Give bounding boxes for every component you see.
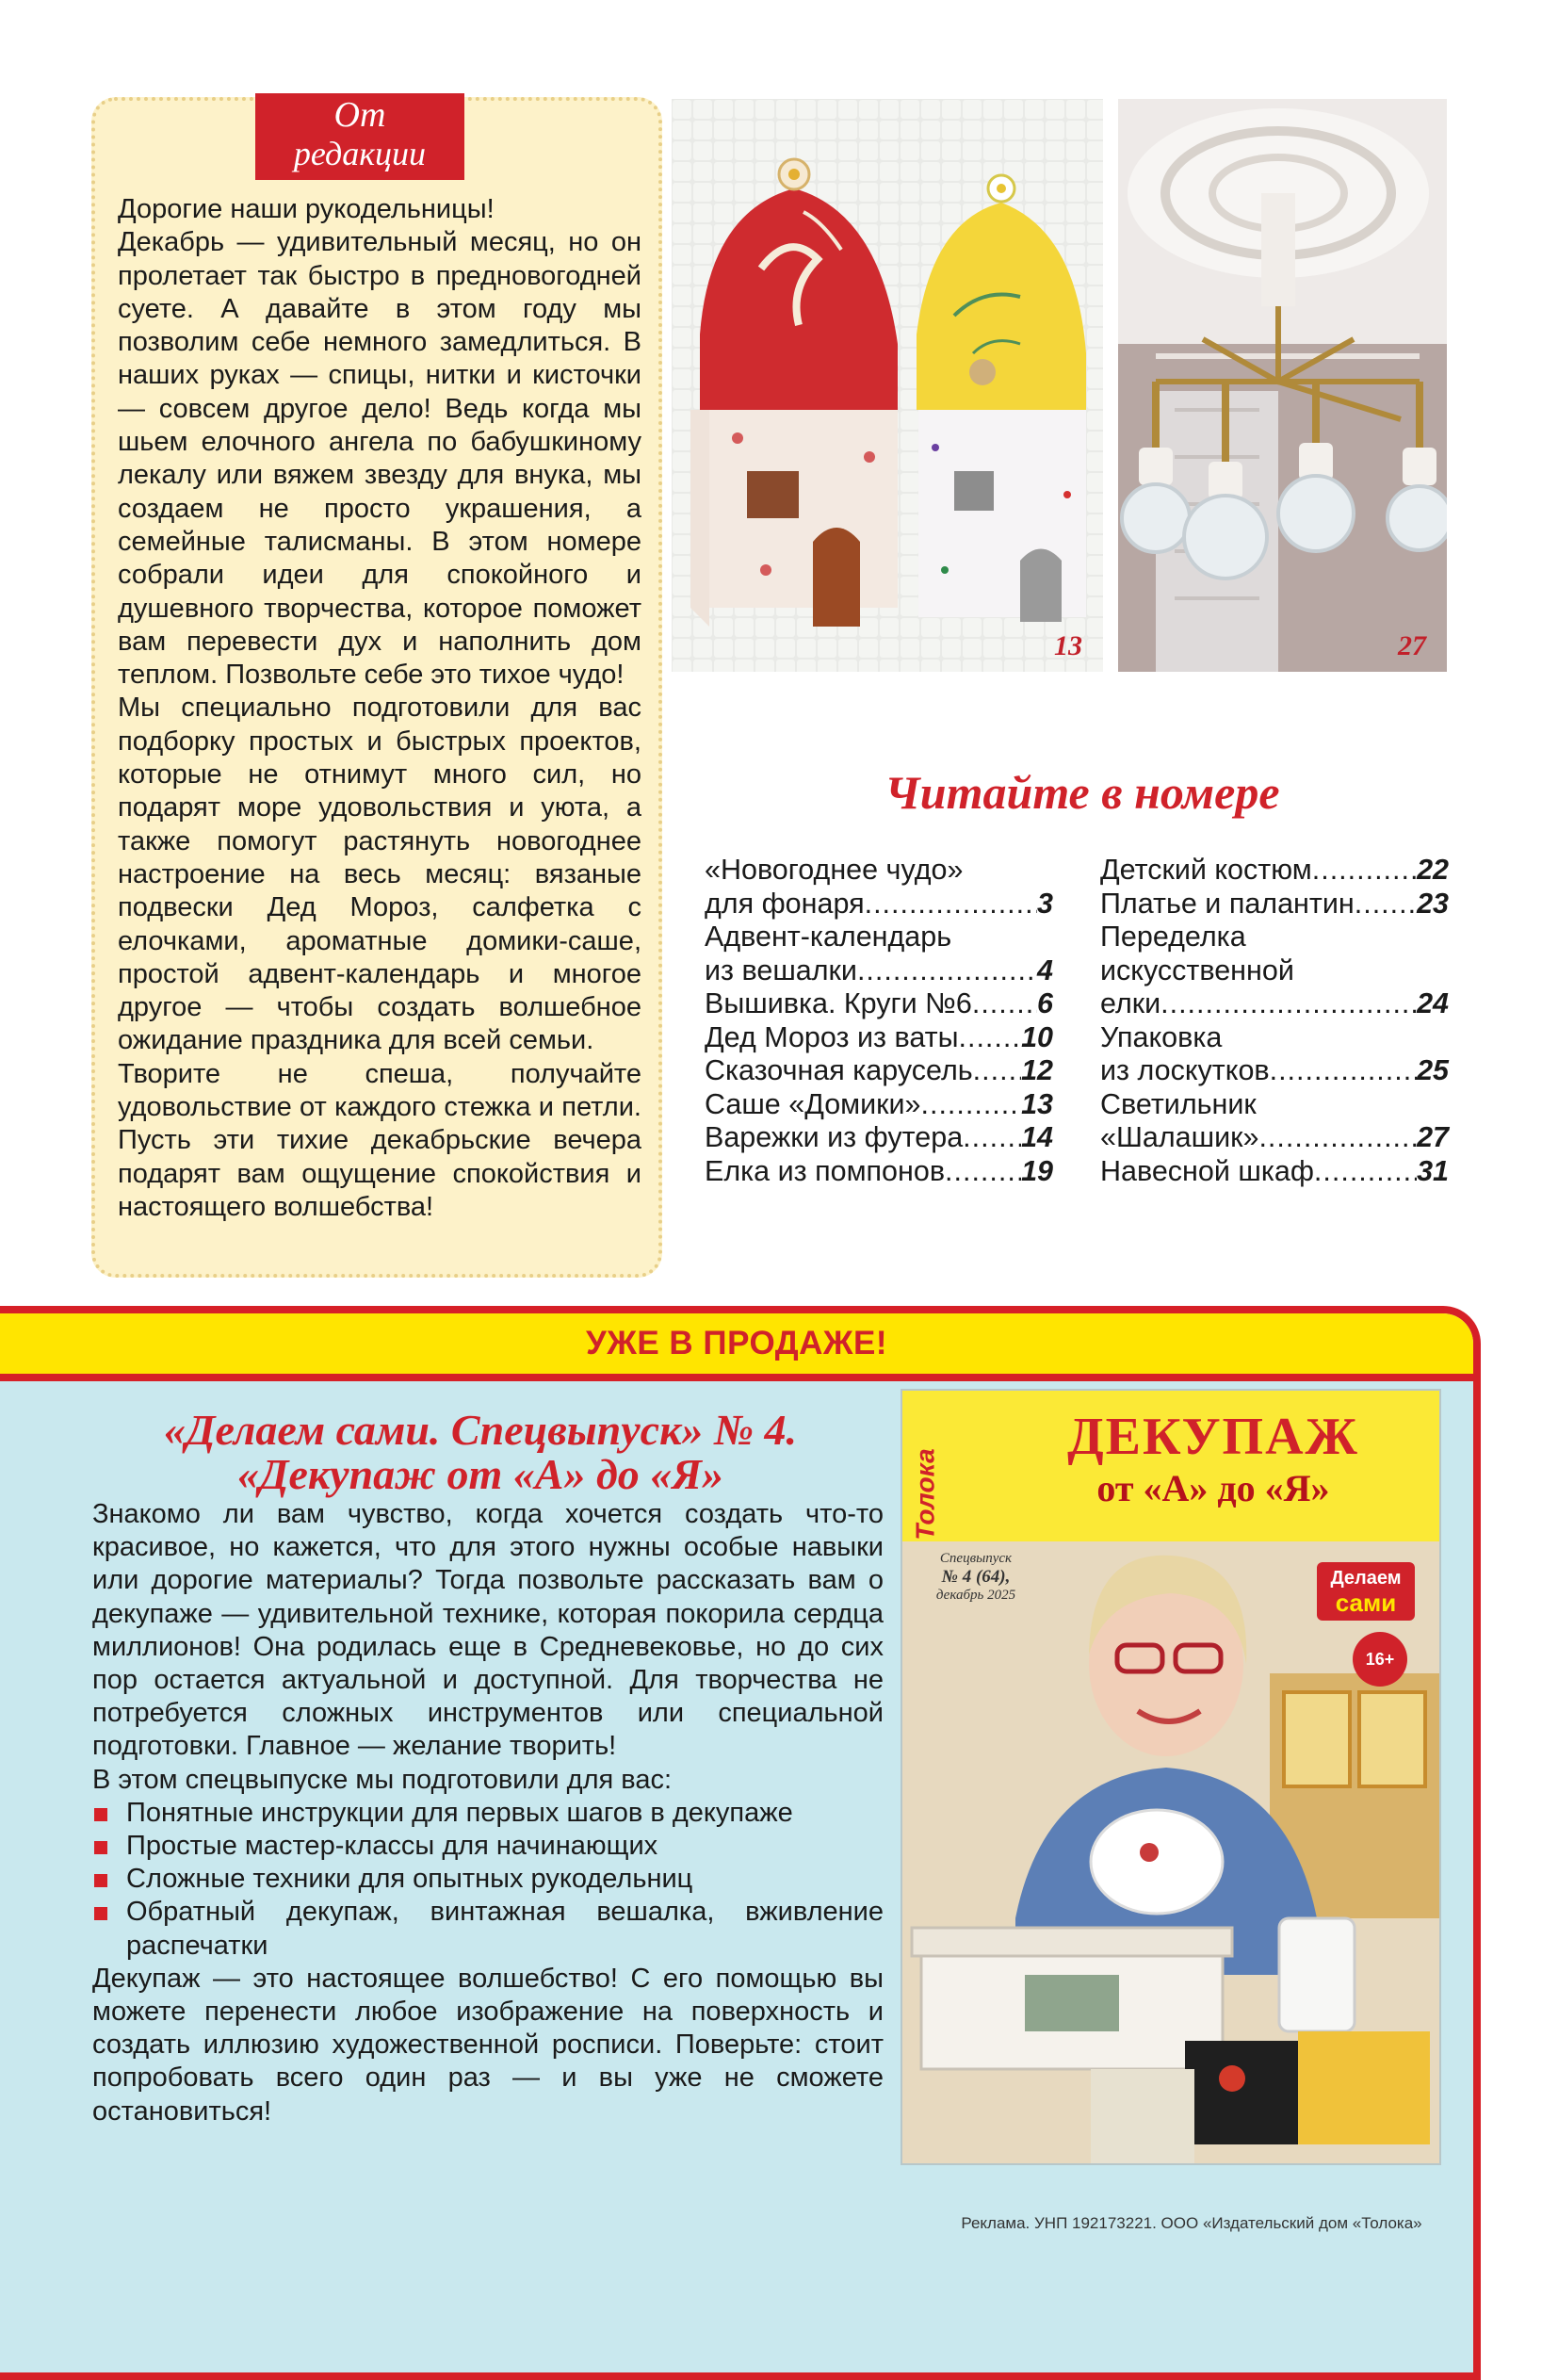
editor-paragraph: Мы специально подготовили для вас подборку простых и быстрых проектов, которые не отнимут много сил, но подарят море удовольствия и уюта, а также помогут растянуть новогоднее настроение на весь месяц: вязаные подвески Дед Мороз, салфетка с елочками, ароматные домики-саше, простой адвент-календарь и многое другое — чтобы создать волшебное ожидание праздника для всей семьи. <box>118 693 641 1056</box>
contents-leader <box>1270 1054 1417 1088</box>
contents-leader <box>857 954 1037 988</box>
contents-page-number: 12 <box>1021 1054 1053 1086</box>
contents-page-number: 14 <box>1021 1121 1053 1153</box>
contents-row[interactable] <box>1100 1121 1449 1155</box>
on-sale-paragraph: В этом спецвыпуске мы подготовили для вас: <box>92 1764 673 1795</box>
contents-leader <box>1160 987 1417 1021</box>
editor-paragraph: Декабрь — удивительный месяц, но он пролетает так быстро в предновогодней суете. А давайте в этом году мы позволим себе немного замедлиться. В наших руках — спицы, нитки и кисточки — совсем другое дело! Ведь когда мы шьем елочного ангела по бабушкиному лекалу или вяжем звезду для внука, мы создаем не просто украшения, а семейные талисманы. В этом номере собрали идеи для спокойного и душевного творчества, которое поможет вам перевести дух и наполнить дом теплом. Позвольте себе это тихое чудо! <box>118 227 641 691</box>
photo-page-number: 27 <box>1398 630 1426 661</box>
contents-page-number: 3 <box>1037 887 1053 920</box>
felt-houses-illustration <box>672 99 1103 672</box>
contents-page-number: 24 <box>1417 987 1449 1019</box>
contents-item-title: Дед Мороз из ваты <box>705 1020 959 1053</box>
contents-page-number: 25 <box>1417 1054 1449 1086</box>
photo-chandelier <box>1118 99 1447 672</box>
contents-row[interactable] <box>705 954 1053 988</box>
contents-item-title: Адвент-календарь <box>705 921 952 953</box>
contents-item-title: Саше «Домики» <box>705 1087 921 1120</box>
on-sale-title-line2: «Декупаж от «А» до «Я» <box>237 1450 723 1498</box>
contents-title: Читайте в номере <box>884 766 1280 819</box>
contents-leader <box>945 1155 1021 1189</box>
contents-item-title: «Новогоднее чудо» <box>705 854 964 886</box>
contents-row[interactable] <box>1100 1054 1449 1088</box>
contents-item-title: Платье и палантин <box>1100 887 1355 920</box>
contents-row[interactable] <box>1100 921 1449 954</box>
contents-leader <box>973 1054 1021 1088</box>
contents-row[interactable] <box>1100 888 1449 921</box>
editor-ribbon-line2: редакции <box>293 135 427 172</box>
on-sale-bullet: Простые мастер-классы для начинающих <box>92 1830 884 1863</box>
contents-item-title: искусственной <box>1100 954 1294 986</box>
contents-item-title: елки <box>1100 987 1161 1019</box>
contents-item-title: для фонаря <box>705 887 865 920</box>
editor-ribbon <box>255 93 464 180</box>
magazine-cover[interactable] <box>902 1391 1439 2163</box>
contents-item-title: Детский костюм <box>1100 854 1312 886</box>
on-sale-bullet: Понятные инструкции для первых шагов в декупаже <box>92 1797 884 1830</box>
contents-column-1 <box>705 854 1053 1188</box>
contents-page-number: 22 <box>1417 854 1449 886</box>
contents-item-title: Сказочная карусель <box>705 1054 973 1086</box>
editor-paragraph: Творите не спеша, получайте удовольствие от каждого стежка и петли. Пусть эти тихие декабрьские вечера подарят вам ощущение спокойствия и настоящего волшебства! <box>118 1058 641 1222</box>
on-sale-title-line1: «Делаем сами. Спецвыпуск» № 4. <box>164 1406 797 1454</box>
contents-row[interactable] <box>1100 1021 1449 1055</box>
contents-item-title: Светильник <box>1100 1087 1257 1120</box>
contents-page-number: 4 <box>1037 954 1053 986</box>
cover-logo-line2: сами <box>1335 1589 1397 1617</box>
cover-title-line2: от «А» до «Я» <box>1096 1467 1330 1509</box>
contents-row[interactable] <box>705 1021 1053 1055</box>
contents-item-title: Варежки из футера <box>705 1121 964 1153</box>
cover-issue-info <box>919 1551 1032 1604</box>
contents-leader <box>865 888 1037 921</box>
contents-row[interactable] <box>705 921 1053 954</box>
contents-row[interactable] <box>705 1088 1053 1122</box>
contents-page-number: 19 <box>1021 1154 1053 1187</box>
on-sale-paragraph: Знакомо ли вам чувство, когда хочется создать что-то красивое, но кажется, что для этого нужны особые навыки или дорогие материалы? Тогда позвольте рассказать вам о декупаже — удивительной технике, которая покорила сердца миллионов! Она родилась еще в Средневековье, но до сих пор остается актуальной и доступной. Для творчества не потребуется сложных инструментов или специальной подготовки. Главное — желание творить! <box>92 1499 884 1762</box>
contents-leader <box>963 1121 1021 1155</box>
editor-text <box>118 193 641 1224</box>
age-rating-badge: 16+ <box>1353 1632 1407 1687</box>
contents-row[interactable] <box>1100 954 1449 988</box>
contents-item-title: Упаковка <box>1100 1020 1223 1053</box>
contents-item-title: из лоскутков <box>1100 1054 1270 1086</box>
contents-leader <box>1258 1121 1417 1155</box>
cover-issue-number: № 4 (64), <box>941 1567 1011 1587</box>
contents-row[interactable] <box>705 987 1053 1021</box>
contents-item-title: «Шалашик» <box>1100 1121 1259 1153</box>
photo-felt-houses <box>672 99 1103 672</box>
cover-title-line1: ДЕКУПАЖ <box>1067 1408 1359 1466</box>
editor-ribbon-line1: От <box>333 95 386 135</box>
contents-row[interactable] <box>1100 987 1449 1021</box>
contents-row[interactable] <box>705 854 1053 888</box>
contents-row[interactable] <box>1100 1088 1449 1122</box>
contents-row[interactable] <box>705 888 1053 921</box>
contents-page-number: 6 <box>1037 987 1053 1019</box>
on-sale-banner <box>0 1313 1473 1381</box>
on-sale-title <box>85 1408 876 1496</box>
contents-leader <box>959 1021 1022 1055</box>
contents-row[interactable] <box>705 1054 1053 1088</box>
cover-brand <box>906 1438 963 1551</box>
contents-page-number: 23 <box>1417 887 1449 920</box>
contents-leader <box>972 987 1037 1021</box>
contents-page-number: 27 <box>1417 1121 1449 1153</box>
contents-row[interactable] <box>1100 1155 1449 1189</box>
contents-item-title: Елка из помпонов <box>705 1154 946 1187</box>
editor-note <box>91 97 662 1278</box>
cover-series-logo <box>1317 1562 1415 1621</box>
contents-leader <box>921 1088 1022 1122</box>
cover-title <box>997 1408 1430 1511</box>
editor-paragraph: Дорогие наши рукодельницы! <box>118 194 495 224</box>
contents-leader <box>1312 854 1417 888</box>
contents-item-title: Навесной шкаф <box>1100 1154 1314 1187</box>
on-sale-banner-text: УЖЕ В ПРОДАЖЕ! <box>585 1325 888 1361</box>
on-sale-bullet: Сложные техники для опытных рукодельниц <box>92 1863 884 1896</box>
cover-issue-label: Спецвыпуск <box>939 1551 1013 1566</box>
contents-leader <box>1314 1155 1417 1189</box>
contents-leader <box>1355 888 1417 921</box>
advertising-note: Реклама. УНП 192173221. ООО «Издательский дом «Толока» <box>961 2214 1422 2232</box>
contents-page-number: 31 <box>1417 1154 1449 1187</box>
on-sale-paragraph: Декупаж — это настоящее волшебство! С его помощью вы можете перенести любое изображение на поверхность и создать иллюзию художественной росписи. Поверьте: стоит попробовать всего один раз — и вы уже не сможете остановиться! <box>92 1963 884 2127</box>
photo-page-number: 13 <box>1054 630 1082 661</box>
contents-row[interactable] <box>1100 854 1449 888</box>
contents-page-number: 13 <box>1021 1087 1053 1120</box>
on-sale-bullet-list <box>92 1797 884 1963</box>
contents-item-title: из вешалки <box>705 954 857 986</box>
cover-issue-date: декабрь 2025 <box>935 1588 1016 1603</box>
contents-page-number: 10 <box>1021 1020 1053 1053</box>
on-sale-text <box>92 1498 884 2128</box>
on-sale-bullet: Обратный декупаж, винтажная вешалка, вживление распечатки <box>92 1896 884 1962</box>
contents-item-title: Переделка <box>1100 921 1246 953</box>
cover-logo-line1: Делаем <box>1330 1568 1402 1589</box>
chandelier-illustration <box>1118 99 1447 672</box>
cover-brand-text: Толока <box>910 1448 940 1540</box>
contents-column-2 <box>1100 854 1449 1188</box>
contents-item-title: Вышивка. Круги №6 <box>705 987 972 1019</box>
contents-row[interactable] <box>705 1121 1053 1155</box>
contents-row[interactable] <box>705 1155 1053 1189</box>
